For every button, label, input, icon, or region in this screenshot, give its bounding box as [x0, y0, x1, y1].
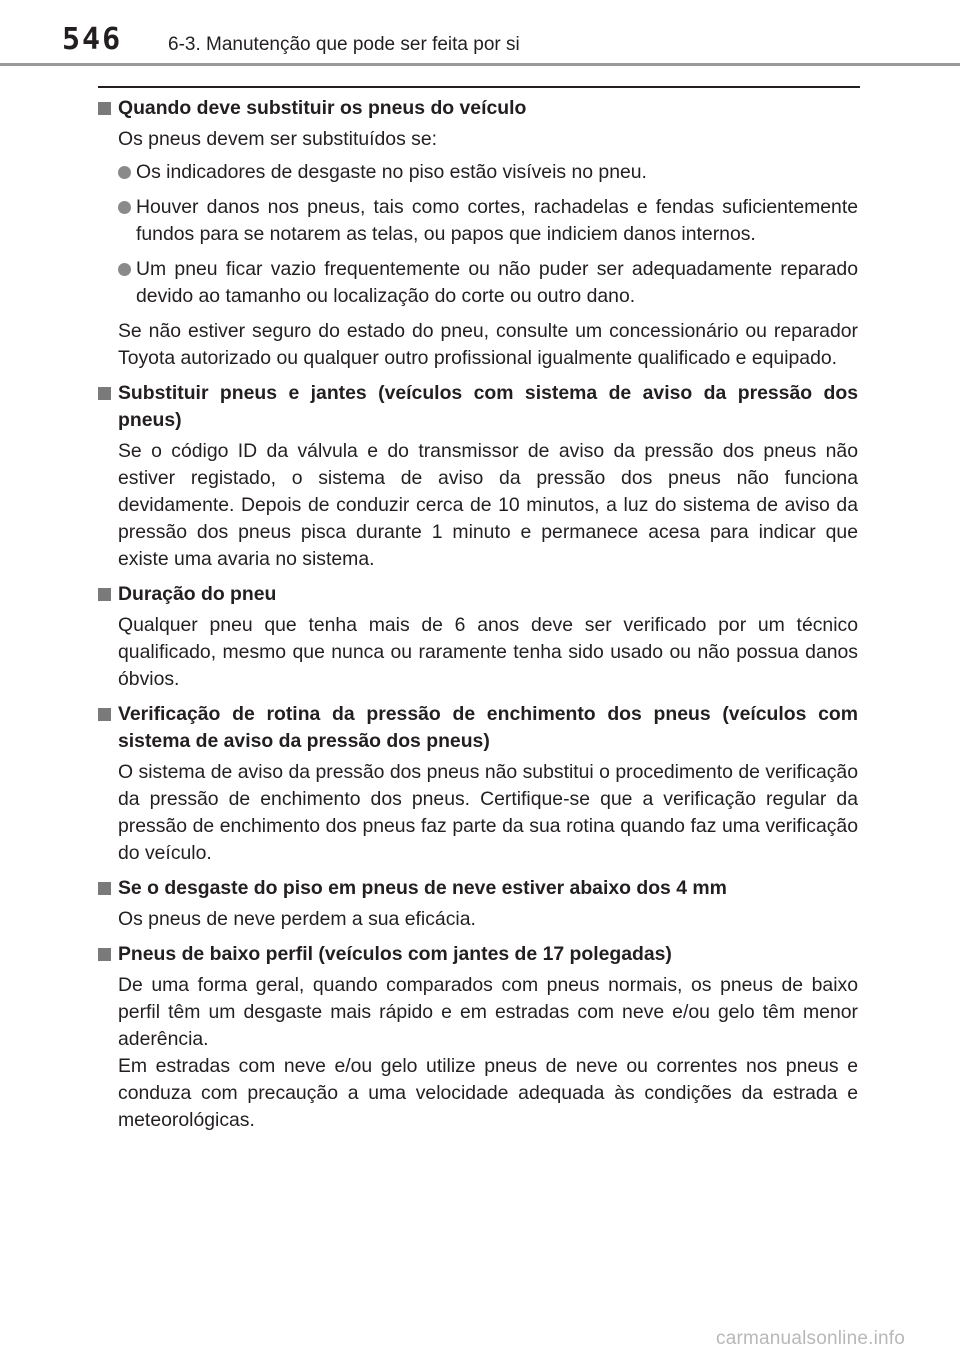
content-divider — [98, 86, 860, 88]
list-item — [98, 159, 858, 186]
list-item — [98, 256, 858, 310]
circle-bullet-icon — [118, 201, 131, 214]
section-low-profile-tires — [98, 941, 858, 1134]
section-heading — [98, 875, 858, 902]
section-intro: Os pneus devem ser substituídos se: — [118, 128, 438, 150]
circle-bullet-icon — [118, 166, 131, 179]
section-snow-tires — [98, 875, 858, 933]
circle-bullet-icon — [118, 263, 131, 276]
square-bullet-icon — [98, 387, 111, 400]
page-number: 546 — [62, 22, 123, 57]
section-title: Verificação de rotina da pressão de enchimento dos pneus (veículos com sistema de aviso da pressão dos pneus) — [118, 703, 858, 752]
page-content — [98, 95, 858, 1142]
section-heading — [98, 380, 858, 434]
section-title: Substituir pneus e jantes (veículos com sistema de aviso da pressão dos pneus) — [118, 382, 858, 431]
list-item-text: Os indicadores de desgaste no piso estão visíveis no pneu. — [136, 161, 647, 183]
section-pressure-check — [98, 701, 858, 867]
square-bullet-icon — [98, 588, 111, 601]
section-heading — [98, 941, 858, 968]
section-body: Se o código ID da válvula e do transmissor de aviso da pressão dos pneus não estiver registado, o sistema de aviso da pressão dos pneus não funciona devidamente. Depois de conduzir cerca de 10 minutos, a luz do sistema de aviso da pressão dos pneus pisca durante 1 minuto e permanece acesa para indicar que existe uma avaria no sistema. — [118, 440, 858, 570]
section-tire-life — [98, 581, 858, 693]
section-outro: Se não estiver seguro do estado do pneu, consulte um concessionário ou reparador Toyota autorizado ou qualquer outro profissional igualmente qualificado e equipado. — [118, 320, 858, 369]
section-body: De uma forma geral, quando comparados com pneus normais, os pneus de baixo perfil têm um desgaste mais rápido e em estradas com neve e/ou gelo têm menor aderência. — [118, 974, 858, 1050]
section-title: Pneus de baixo perfil (veículos com jantes de 17 polegadas) — [118, 943, 672, 965]
section-title: Se o desgaste do piso em pneus de neve estiver abaixo dos 4 mm — [118, 877, 727, 899]
section-replace-wheels — [98, 380, 858, 573]
section-heading — [98, 701, 858, 755]
list-item — [98, 194, 858, 248]
section-body: O sistema de aviso da pressão dos pneus não substitui o procedimento de verificação da pressão de enchimento dos pneus. Certifique-se que a verificação regular da pressão de enchimento dos pneus faz parte da sua rotina quando faz uma verificação do veículo. — [118, 761, 858, 864]
section-title: Duração do pneu — [118, 583, 277, 605]
chapter-title: 6-3. Manutenção que pode ser feita por si — [168, 34, 520, 55]
square-bullet-icon — [98, 882, 111, 895]
square-bullet-icon — [98, 948, 111, 961]
square-bullet-icon — [98, 708, 111, 721]
section-body: Qualquer pneu que tenha mais de 6 anos deve ser verificado por um técnico qualificado, mesmo que nunca ou raramente tenha sido usado ou não possua danos óbvios. — [118, 614, 858, 690]
section-body-2: Em estradas com neve e/ou gelo utilize pneus de neve ou correntes nos pneus e conduza com precaução a uma velocidade adequada às condições da estrada e meteorológicas. — [118, 1055, 858, 1131]
watermark: carmanualsonline.info — [716, 1328, 906, 1349]
square-bullet-icon — [98, 102, 111, 115]
section-title: Quando deve substituir os pneus do veículo — [118, 97, 527, 119]
section-heading — [98, 581, 858, 608]
section-body: Os pneus de neve perdem a sua eficácia. — [118, 908, 476, 930]
header-divider — [0, 63, 960, 66]
list-item-text: Houver danos nos pneus, tais como cortes, rachadelas e fendas suficientemente fundos para se notarem as telas, ou papos que indiciem danos internos. — [136, 196, 858, 245]
section-heading — [98, 95, 858, 122]
list-item-text: Um pneu ficar vazio frequentemente ou não puder ser adequadamente reparado devido ao tamanho ou localização do corte ou outro dano. — [136, 258, 858, 307]
section-replace-tires — [98, 95, 858, 372]
